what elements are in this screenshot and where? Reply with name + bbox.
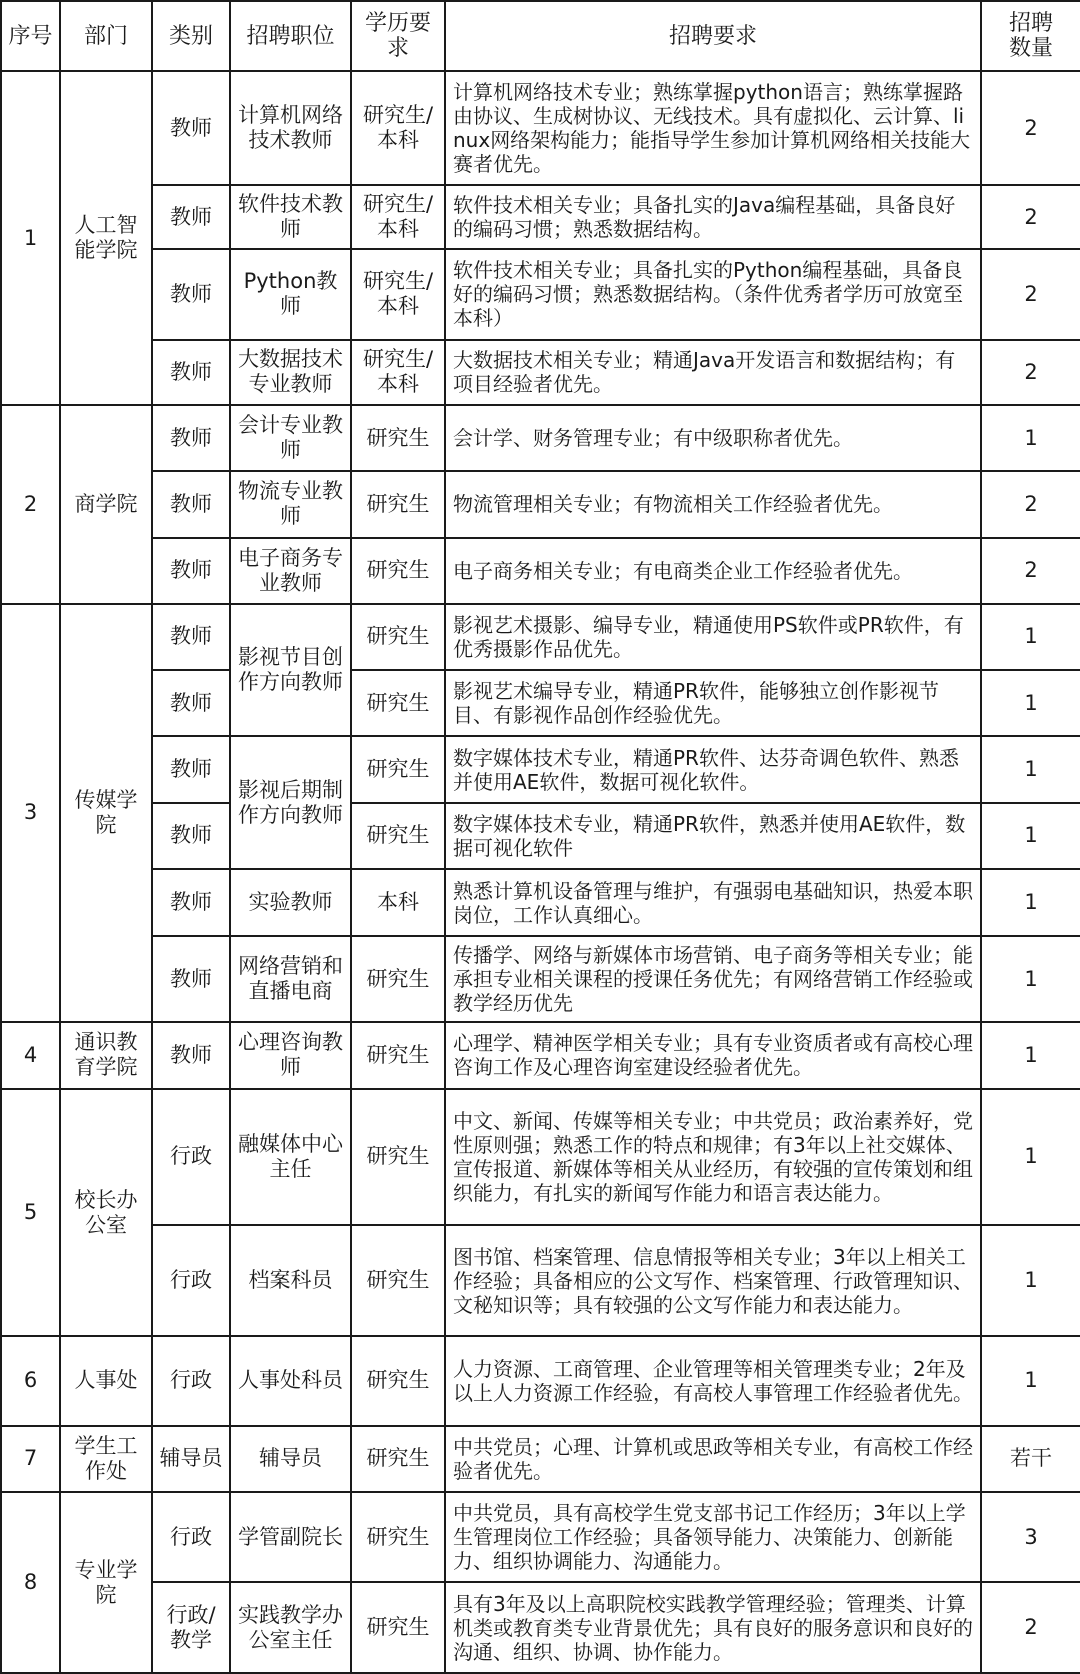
cell-requirements: 数字媒体技术专业，精通PR软件，熟悉并使用AE软件，数据可视化软件 [445,803,981,869]
cell-requirements: 传播学、网络与新媒体市场营销、电子商务等相关专业；能承担专业相关课程的授课任务优先；有网络营销工作经验或教学经历优先 [445,936,981,1021]
cell-category: 教师 [152,405,230,471]
cell-position: Python教师 [230,249,351,339]
cell-count: 1 [981,604,1080,670]
table-row [1,405,1080,471]
cell-education: 研究生 [351,1336,445,1425]
cell-requirements: 软件技术相关专业；具备扎实的Java编程基础，具备良好的编码习惯；熟悉数据结构。 [445,185,981,249]
cell-count: 2 [981,185,1080,249]
cell-position: 会计专业教师 [230,405,351,471]
cell-dept: 通识教育学院 [60,1022,152,1089]
cell-requirements: 软件技术相关专业；具备扎实的Python编程基础，具备良好的编码习惯；熟悉数据结构。（条件优秀者学历可放宽至本科） [445,249,981,339]
cell-count: 1 [981,405,1080,471]
cell-dept: 学生工作处 [60,1426,152,1492]
cell-count: 2 [981,249,1080,339]
cell-requirements: 图书馆、档案管理、信息情报等相关专业；3年以上相关工作经验；具备相应的公文写作、档案管理、行政管理知识、文秘知识等；具有较强的公文写作能力和表达能力。 [445,1225,981,1337]
table-row [1,1582,1080,1673]
cell-education: 研究生 [351,1022,445,1089]
cell-category: 教师 [152,869,230,936]
cell-position: 软件技术教师 [230,185,351,249]
header-count-line2: 数量 [1008,36,1053,62]
cell-position: 大数据技术专业教师 [230,340,351,405]
table-row [1,670,1080,736]
cell-position: 影视节目创作方向教师 [230,604,351,737]
cell-dept: 人工智能学院 [60,71,152,405]
cell-education: 研究生 [351,1492,445,1582]
cell-education: 研究生 [351,471,445,537]
cell-education: 研究生 [351,405,445,471]
table-row [1,936,1080,1021]
cell-no: 4 [1,1022,60,1089]
cell-education: 研究生 [351,803,445,869]
cell-count: 2 [981,340,1080,405]
cell-category: 行政/教学 [152,1582,230,1673]
cell-category: 教师 [152,249,230,339]
table-row [1,538,1080,604]
cell-requirements: 计算机网络技术专业；熟练掌握python语言；熟练掌握路由协议、生成树协议、无线技术。具有虚拟化、云计算、linux网络架构能力；能指导学生参加计算机网络相关技能大赛者优先。 [445,71,981,185]
cell-position: 物流专业教师 [230,471,351,537]
cell-position: 计算机网络技术教师 [230,71,351,185]
cell-requirements: 大数据技术相关专业；精通Java开发语言和数据结构；有项目经验者优先。 [445,340,981,405]
cell-no: 7 [1,1426,60,1492]
cell-education: 研究生 [351,1225,445,1337]
cell-position: 网络营销和直播电商 [230,936,351,1021]
cell-no: 6 [1,1336,60,1425]
cell-requirements: 物流管理相关专业；有物流相关工作经验者优先。 [445,471,981,537]
table-row [1,1089,1080,1225]
cell-dept: 人事处 [60,1336,152,1425]
table-row [1,604,1080,670]
cell-requirements: 具有3年及以上高职院校实践教学管理经验；管理类、计算机类或教育类专业背景优先；具有良好的服务意识和良好的沟通、组织、协调、协作能力。 [445,1582,981,1673]
table-row [1,803,1080,869]
cell-dept: 校长办公室 [60,1089,152,1336]
cell-category: 教师 [152,803,230,869]
cell-education: 本科 [351,869,445,936]
cell-category: 教师 [152,736,230,802]
cell-requirements: 会计学、财务管理专业；有中级职称者优先。 [445,405,981,471]
table-row [1,249,1080,339]
cell-no: 1 [1,71,60,405]
cell-education: 研究生/本科 [351,71,445,185]
cell-position: 电子商务专业教师 [230,538,351,604]
cell-category: 教师 [152,340,230,405]
cell-education: 研究生/本科 [351,340,445,405]
header-education: 学历要求 [351,1,445,71]
header-count [981,1,1080,71]
cell-count: 1 [981,670,1080,736]
cell-count: 1 [981,1089,1080,1225]
table-row [1,1022,1080,1089]
cell-no: 3 [1,604,60,1022]
cell-count: 3 [981,1492,1080,1582]
cell-education: 研究生/本科 [351,185,445,249]
cell-requirements: 电子商务相关专业；有电商类企业工作经验者优先。 [445,538,981,604]
cell-count: 1 [981,736,1080,802]
cell-requirements: 数字媒体技术专业，精通PR软件、达芬奇调色软件、熟悉并使用AE软件，数据可视化软件。 [445,736,981,802]
cell-count: 1 [981,803,1080,869]
cell-position: 融媒体中心主任 [230,1089,351,1225]
cell-count: 1 [981,1225,1080,1337]
cell-count: 1 [981,1336,1080,1425]
table-row [1,1225,1080,1337]
cell-category: 辅导员 [152,1426,230,1492]
cell-count: 若干 [981,1426,1080,1492]
cell-dept: 传媒学院 [60,604,152,1022]
cell-position: 辅导员 [230,1426,351,1492]
cell-requirements: 中共党员，具有高校学生党支部书记工作经历；3年以上学生管理岗位工作经验；具备领导能力、决策能力、创新能力、组织协调能力、沟通能力。 [445,1492,981,1582]
cell-category: 教师 [152,538,230,604]
cell-requirements: 影视艺术编导专业，精通PR软件，能够独立创作影视节目、有影视作品创作经验优先。 [445,670,981,736]
table-row [1,736,1080,802]
cell-category: 行政 [152,1492,230,1582]
cell-no: 2 [1,405,60,604]
cell-position: 实验教师 [230,869,351,936]
cell-count: 2 [981,471,1080,537]
cell-education: 研究生 [351,1582,445,1673]
cell-requirements: 熟悉计算机设备管理与维护，有强弱电基础知识，热爱本职岗位，工作认真细心。 [445,869,981,936]
table-row [1,185,1080,249]
cell-category: 行政 [152,1225,230,1337]
header-category: 类别 [152,1,230,71]
cell-education: 研究生 [351,670,445,736]
cell-category: 行政 [152,1089,230,1225]
header-requirements: 招聘要求 [445,1,981,71]
cell-count: 2 [981,1582,1080,1673]
cell-requirements: 中文、新闻、传媒等相关专业；中共党员；政治素养好，党性原则强；熟悉工作的特点和规律；有3年以上社交媒体、宣传报道、新媒体等相关从业经历，有较强的宣传策划和组织能力，有扎实的新闻写作能力和语言表达能力。 [445,1089,981,1225]
cell-education: 研究生 [351,736,445,802]
cell-education: 研究生 [351,1426,445,1492]
cell-requirements: 影视艺术摄影、编导专业，精通使用PS软件或PR软件，有优秀摄影作品优先。 [445,604,981,670]
cell-position: 实践教学办公室主任 [230,1582,351,1673]
cell-position: 心理咨询教师 [230,1022,351,1089]
cell-count: 2 [981,71,1080,185]
cell-count: 1 [981,869,1080,936]
header-dept: 部门 [60,1,152,71]
cell-no: 8 [1,1492,60,1673]
cell-position: 影视后期制作方向教师 [230,736,351,869]
cell-requirements: 人力资源、工商管理、企业管理等相关管理类专业；2年及以上人力资源工作经验，有高校人事管理工作经验者优先。 [445,1336,981,1425]
table-row [1,1426,1080,1492]
cell-category: 教师 [152,471,230,537]
cell-requirements: 中共党员；心理、计算机或思政等相关专业，有高校工作经验者优先。 [445,1426,981,1492]
cell-education: 研究生 [351,936,445,1021]
table-row [1,1336,1080,1425]
cell-category: 教师 [152,1022,230,1089]
header-no: 序号 [1,1,60,71]
cell-no: 5 [1,1089,60,1336]
cell-education: 研究生 [351,604,445,670]
table-row [1,340,1080,405]
cell-dept: 专业学院 [60,1492,152,1673]
table-row [1,1492,1080,1582]
table-row [1,471,1080,537]
cell-position: 学管副院长 [230,1492,351,1582]
table-row [1,869,1080,936]
cell-dept: 商学院 [60,405,152,604]
cell-requirements: 心理学、精神医学相关专业；具有专业资质者或有高校心理咨询工作及心理咨询室建设经验者优先。 [445,1022,981,1089]
cell-category: 教师 [152,670,230,736]
header-count-line1: 招聘 [1008,11,1053,37]
cell-category: 教师 [152,936,230,1021]
cell-count: 2 [981,538,1080,604]
cell-category: 教师 [152,604,230,670]
cell-category: 教师 [152,185,230,249]
header-row [1,1,1080,71]
cell-category: 行政 [152,1336,230,1425]
header-position: 招聘职位 [230,1,351,71]
cell-education: 研究生/本科 [351,249,445,339]
table-row [1,71,1080,185]
cell-category: 教师 [152,71,230,185]
cell-position: 人事处科员 [230,1336,351,1425]
cell-education: 研究生 [351,1089,445,1225]
cell-count: 1 [981,1022,1080,1089]
cell-count: 1 [981,936,1080,1021]
cell-education: 研究生 [351,538,445,604]
cell-position: 档案科员 [230,1225,351,1337]
